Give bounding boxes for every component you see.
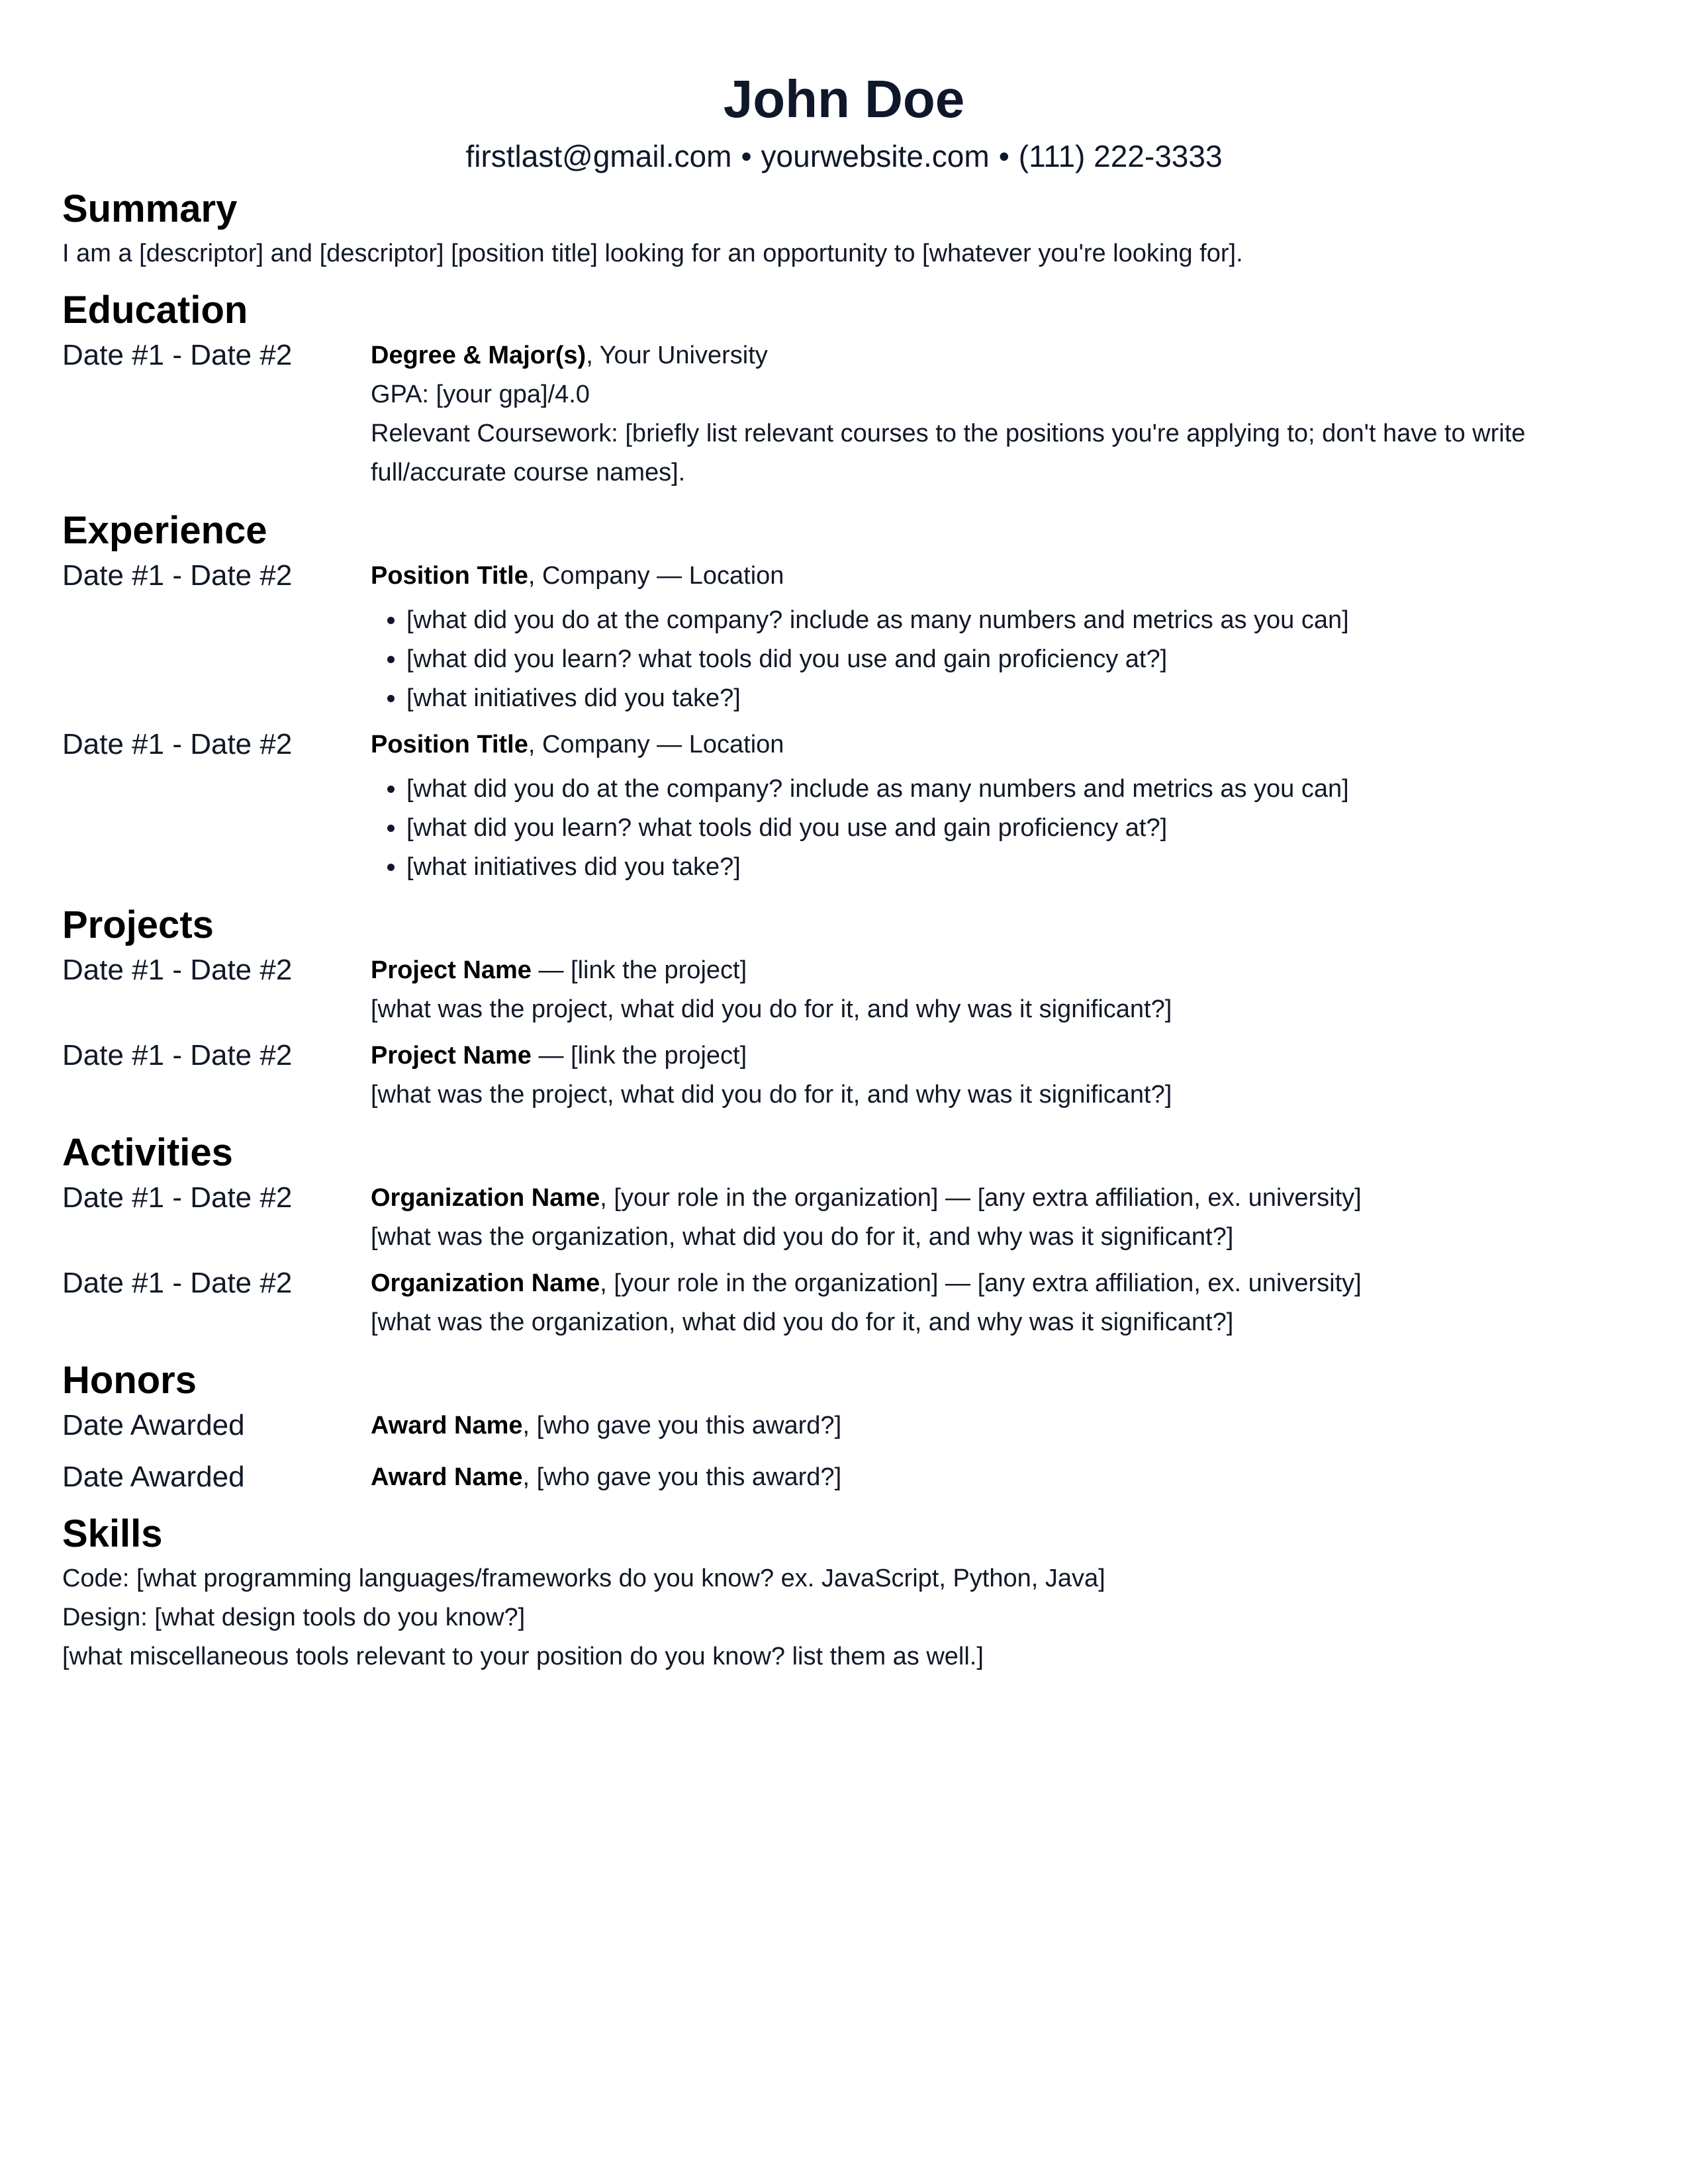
entry-date: Date #1 - Date #2 [62, 559, 293, 592]
company-text: , Company — Location [528, 731, 784, 758]
honor-entry [62, 1406, 1626, 1445]
section-title-activities: Activities [62, 1131, 233, 1174]
phone-text: (111) 222-3333 [1018, 139, 1223, 173]
contact-line [62, 136, 1626, 176]
company-text: , Company — Location [528, 562, 784, 590]
entry-date: Date Awarded [62, 1409, 245, 1441]
experience-section [62, 506, 1626, 887]
bullet-item: • [what did you do at the company? include as many numbers and metrics as you can] [406, 601, 1626, 640]
skills-line-misc: [what miscellaneous tools relevant to your position do you know? list them as well.] [62, 1643, 984, 1670]
bullet-item: • [what initiatives did you take?] [406, 848, 1626, 887]
entry-body [371, 556, 1626, 718]
education-entry [62, 336, 1626, 492]
honor-entry [62, 1457, 1626, 1497]
entry-headline [371, 556, 1626, 596]
projects-section [62, 900, 1626, 1115]
bullet-item: • [what initiatives did you take?] [406, 679, 1626, 718]
entry-date: Date #1 - Date #2 [62, 339, 293, 371]
entry-headline [371, 1457, 1626, 1497]
award-giver-text: , [who gave you this award?] [522, 1412, 842, 1439]
school-text: , Your University [586, 341, 768, 369]
entry-headline [371, 725, 1626, 764]
section-title-education: Education [62, 289, 248, 332]
summary-section [62, 184, 1626, 273]
position-text: Position Title [371, 562, 528, 590]
website-text: yourwebsite.com [761, 139, 990, 173]
education-section [62, 285, 1626, 492]
contact-separator: • [998, 139, 1009, 173]
bullet-item: • [what did you do at the company? include as many numbers and metrics as you can] [406, 770, 1626, 809]
summary-text: I am a [descriptor] and [descriptor] [position title] looking for an opportunity to [whatever you're looking for]. [62, 240, 1243, 267]
section-title-honors: Honors [62, 1359, 197, 1402]
entry-body [371, 1457, 1626, 1497]
bullet-list [371, 601, 1626, 718]
award-name-text: Award Name [371, 1463, 523, 1491]
bullet-item: • [what did you learn? what tools did you use and gain proficiency at?] [406, 809, 1626, 848]
skills-line-code: Code: [what programming languages/frameworks do you know? ex. JavaScript, Python, Java] [62, 1565, 1105, 1592]
entry-headline [371, 336, 1626, 375]
award-giver-text: , [who gave you this award?] [522, 1463, 842, 1491]
entry-headline [371, 1406, 1626, 1445]
honors-section [62, 1355, 1626, 1497]
entry-date: Date #1 - Date #2 [62, 728, 293, 760]
project-description: [what was the project, what did you do for it, and why was it significant?] [371, 1081, 1172, 1109]
activity-entry [62, 1178, 1626, 1257]
experience-entry [62, 556, 1626, 718]
entry-date: Date #1 - Date #2 [62, 1039, 293, 1071]
entry-headline [371, 1263, 1626, 1303]
skills-line-design: Design: [what design tools do you know?] [62, 1604, 526, 1631]
organization-role-text: , [your role in the organization] — [any extra affiliation, ex. university] [600, 1269, 1362, 1297]
experience-entry [62, 725, 1626, 887]
organization-name-text: Organization Name [371, 1269, 600, 1297]
section-title-experience: Experience [62, 509, 267, 552]
entry-body [371, 950, 1626, 1029]
project-description: [what was the project, what did you do for it, and why was it significant?] [371, 995, 1172, 1023]
entry-body [371, 725, 1626, 887]
activity-description: [what was the organization, what did you do for it, and why was it significant?] [371, 1308, 1234, 1336]
project-name-text: Project Name [371, 1042, 532, 1069]
organization-name-text: Organization Name [371, 1184, 600, 1212]
entry-body [371, 1263, 1626, 1342]
entry-date: Date #1 - Date #2 [62, 1267, 293, 1299]
section-title-summary: Summary [62, 187, 238, 230]
entry-body [371, 1406, 1626, 1445]
award-name-text: Award Name [371, 1412, 523, 1439]
entry-date: Date Awarded [62, 1461, 245, 1493]
entry-date: Date #1 - Date #2 [62, 954, 293, 986]
position-text: Position Title [371, 731, 528, 758]
project-link-text: — [link the project] [531, 956, 747, 984]
project-link-text: — [link the project] [531, 1042, 747, 1069]
section-title-skills: Skills [62, 1512, 163, 1555]
bullet-item: • [what did you learn? what tools did you use and gain proficiency at?] [406, 640, 1626, 679]
entry-headline [371, 950, 1626, 990]
activities-section [62, 1128, 1626, 1342]
coursework-text: Relevant Coursework: [briefly list relevant courses to the positions you're applying to; don't have to write full/accurate course names]. [371, 420, 1526, 486]
entry-date: Date #1 - Date #2 [62, 1181, 293, 1214]
contact-separator: • [741, 139, 752, 173]
entry-body [371, 1178, 1626, 1257]
bullet-list [371, 770, 1626, 887]
entry-body [371, 336, 1626, 492]
entry-body [371, 1036, 1626, 1115]
gpa-text: GPA: [your gpa]/4.0 [371, 381, 590, 408]
degree-text: Degree & Major(s) [371, 341, 586, 369]
activity-entry [62, 1263, 1626, 1342]
skills-section [62, 1509, 1626, 1676]
organization-role-text: , [your role in the organization] — [any extra affiliation, ex. university] [600, 1184, 1362, 1212]
email-text: firstlast@gmail.com [465, 139, 732, 173]
resume-name: John Doe [723, 69, 965, 128]
activity-description: [what was the organization, what did you do for it, and why was it significant?] [371, 1223, 1234, 1251]
entry-headline [371, 1178, 1626, 1218]
project-name-text: Project Name [371, 956, 532, 984]
project-entry [62, 950, 1626, 1029]
entry-headline [371, 1036, 1626, 1075]
project-entry [62, 1036, 1626, 1115]
section-title-projects: Projects [62, 903, 214, 946]
